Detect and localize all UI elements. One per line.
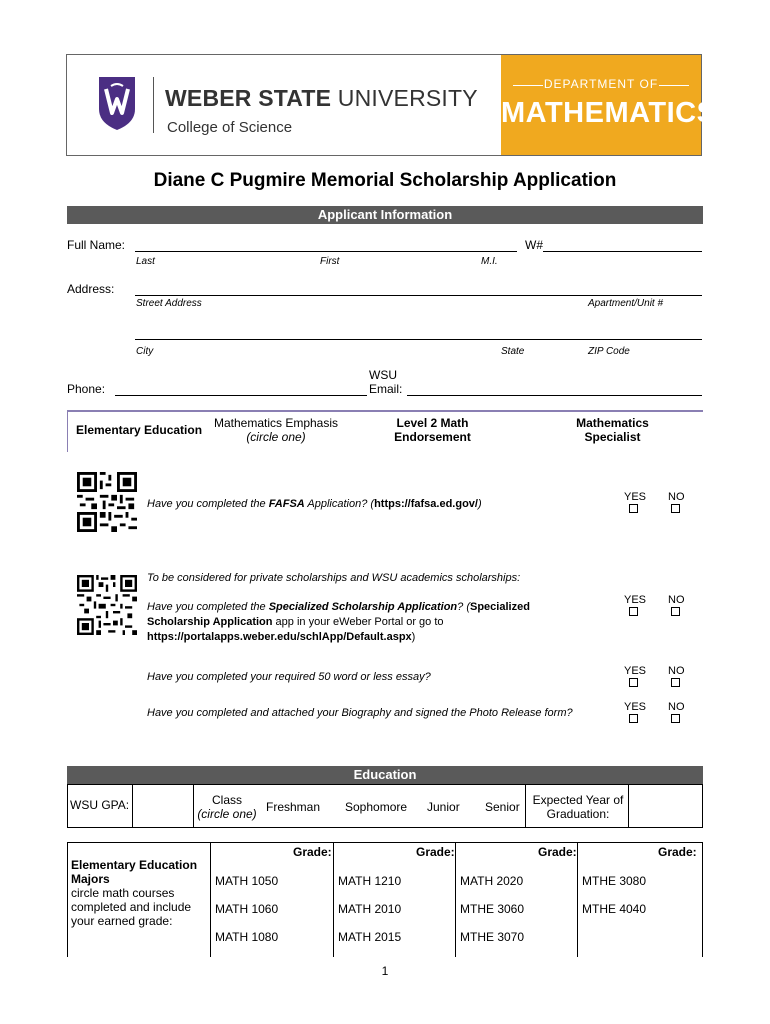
- math-emphasis-label: [205, 416, 347, 444]
- class-sophomore[interactable]: Sophomore: [345, 800, 408, 814]
- bio-no-label: NO: [668, 701, 685, 713]
- last-name-caption: Last: [136, 256, 155, 267]
- majors-title-line1: Elementary Education: [71, 858, 198, 872]
- course-item[interactable]: MATH 2015: [338, 930, 402, 944]
- dept-name: MATHEMATICS: [501, 97, 717, 129]
- fafsa-qr-code-icon: [77, 472, 137, 532]
- fafsa-no-label: NO: [668, 491, 685, 503]
- grade-col-divider: [702, 843, 703, 957]
- apt-caption: Apartment/Unit #: [588, 298, 664, 309]
- full-name-label: Full Name:: [67, 238, 126, 252]
- grade-header: Grade:: [538, 845, 577, 859]
- state-caption: State: [501, 346, 525, 357]
- course-item[interactable]: MTHE 3070: [460, 930, 525, 944]
- course-item[interactable]: MTHE 3080: [582, 874, 647, 888]
- level2-line2: Endorsement: [394, 430, 471, 444]
- zip-caption: ZIP Code: [588, 346, 630, 357]
- bio-yes-checkbox[interactable]: [629, 714, 638, 723]
- math-specialist-option[interactable]: [550, 416, 675, 444]
- biography-question: Have you completed and attached your Biography and signed the Photo Release form?: [147, 707, 573, 719]
- course-item[interactable]: MATH 2010: [338, 902, 402, 916]
- majors-title-line2: Majors: [71, 872, 110, 886]
- grade-col-divider: [210, 843, 211, 957]
- ssa-no-label: NO: [668, 594, 685, 606]
- bio-no-checkbox[interactable]: [671, 714, 680, 723]
- fafsa-link[interactable]: https://fafsa.ed.gov/: [374, 498, 478, 510]
- street-address-field[interactable]: [135, 295, 702, 296]
- email-label: Email:: [369, 382, 403, 396]
- course-item[interactable]: MATH 1050: [215, 874, 279, 888]
- fafsa-yes-checkbox[interactable]: [629, 504, 638, 513]
- ssa-yes-label: YES: [624, 594, 647, 606]
- email-field[interactable]: [407, 395, 702, 396]
- dept-label: DEPARTMENT OF: [543, 77, 659, 91]
- street-caption: Street Address: [136, 298, 202, 309]
- class-label-line1: Class: [211, 793, 242, 807]
- majors-note-line1: circle math courses: [71, 886, 175, 900]
- email-label-wsu: WSU: [369, 368, 397, 382]
- phone-field[interactable]: [115, 395, 367, 396]
- grade-col-divider: [455, 843, 456, 957]
- grade-header: Grade:: [416, 845, 455, 859]
- class-circle-one: (circle one): [197, 807, 257, 821]
- majors-description-cell: [67, 843, 210, 957]
- private-scholarships-note: To be considered for private scholarships and WSU academics scholarships:: [147, 572, 521, 584]
- grade-header: Grade:: [658, 845, 697, 859]
- math-emphasis-line1: Mathematics Emphasis: [213, 416, 339, 430]
- education-info-table: [67, 784, 703, 828]
- class-senior[interactable]: Senior: [485, 800, 520, 814]
- course-item[interactable]: MATH 2020: [460, 874, 524, 888]
- circle-one-caption: (circle one): [246, 430, 306, 444]
- page-title: Diane C Pugmire Memorial Scholarship Application: [153, 170, 617, 191]
- expected-graduation-label: [528, 793, 628, 821]
- level2-line1: Level 2 Math: [396, 416, 469, 430]
- level2-endorsement-option[interactable]: [370, 416, 495, 444]
- logo-divider: [153, 77, 154, 133]
- portal-link[interactable]: https://portalapps.weber.edu/schlApp/Default.aspx: [147, 631, 412, 643]
- essay-yes-checkbox[interactable]: [629, 678, 638, 687]
- ssa-yes-checkbox[interactable]: [629, 607, 638, 616]
- fafsa-question: Have you completed the FAFSA Application? (https://fafsa.ed.gov/): [147, 498, 482, 510]
- page-number: 1: [381, 964, 389, 978]
- majors-note-line2: completed and include: [71, 900, 192, 914]
- full-name-field[interactable]: [135, 251, 517, 252]
- majors-note-line3: your earned grade:: [71, 914, 173, 928]
- course-item[interactable]: MATH 1060: [215, 902, 279, 916]
- elementary-education-label: Elementary Education: [76, 423, 203, 437]
- class-cell-divider: [193, 785, 194, 827]
- university-name: WEBER STATE UNIVERSITY: [165, 85, 478, 111]
- bio-yes-label: YES: [624, 701, 647, 713]
- class-freshman[interactable]: Freshman: [266, 800, 321, 814]
- specialist-line2: Specialist: [584, 430, 641, 444]
- expected-line1: Expected Year of: [532, 793, 624, 807]
- w-number-label: W#: [525, 238, 543, 252]
- course-item[interactable]: MATH 1210: [338, 874, 402, 888]
- grade-col-divider: [333, 843, 334, 957]
- city-caption: City: [136, 346, 154, 357]
- essay-question: Have you completed your required 50 word or less essay?: [147, 671, 431, 683]
- applicant-section-header: Applicant Information: [67, 206, 703, 224]
- class-label: [196, 793, 258, 821]
- scholarship-app-qr-code-icon: [77, 575, 137, 635]
- phone-label: Phone:: [67, 382, 106, 396]
- essay-yes-label: YES: [624, 665, 647, 677]
- essay-no-checkbox[interactable]: [671, 678, 680, 687]
- expected-line2: Graduation:: [546, 807, 610, 821]
- w-number-field[interactable]: [543, 251, 702, 252]
- expected-cell-divider: [525, 785, 526, 827]
- course-item[interactable]: MTHE 4040: [582, 902, 647, 916]
- gpa-label: WSU GPA:: [70, 798, 130, 812]
- class-junior[interactable]: Junior: [427, 800, 460, 814]
- ssa-no-checkbox[interactable]: [671, 607, 680, 616]
- course-item[interactable]: MTHE 3060: [460, 902, 525, 916]
- specialized-scholarship-question: Have you completed the Specialized Scholarship Application? (Specialized Scholarship Application app in your eWeber Portal or go to https://portalapps.weber.edu/schlApp/Default.aspx): [147, 601, 530, 643]
- majors-description: [71, 858, 197, 928]
- emphasis-divider: [67, 410, 703, 412]
- grade-header: Grade:: [293, 845, 332, 859]
- first-name-caption: First: [320, 256, 340, 267]
- emphasis-left-border: [67, 412, 68, 452]
- address-label: Address:: [67, 282, 115, 296]
- grade-col-divider: [577, 843, 578, 957]
- fafsa-no-checkbox[interactable]: [671, 504, 680, 513]
- math-department-logo: [501, 55, 717, 155]
- wsu-logo: [67, 55, 500, 155]
- course-item[interactable]: MATH 1080: [215, 930, 279, 944]
- specialist-line1: Mathematics: [576, 416, 649, 430]
- essay-no-label: NO: [668, 665, 685, 677]
- wsu-shield-icon: [97, 75, 137, 131]
- graduation-year-input[interactable]: [629, 785, 702, 827]
- header-logo-banner: [66, 54, 717, 156]
- mi-caption: M.I.: [481, 256, 498, 267]
- gpa-input[interactable]: [133, 785, 193, 827]
- fafsa-yes-label: YES: [624, 491, 647, 503]
- city-state-zip-field[interactable]: [135, 339, 702, 340]
- course-grades-table: [67, 842, 703, 956]
- education-section-header: Education: [67, 766, 703, 784]
- college-name: College of Science: [167, 119, 293, 136]
